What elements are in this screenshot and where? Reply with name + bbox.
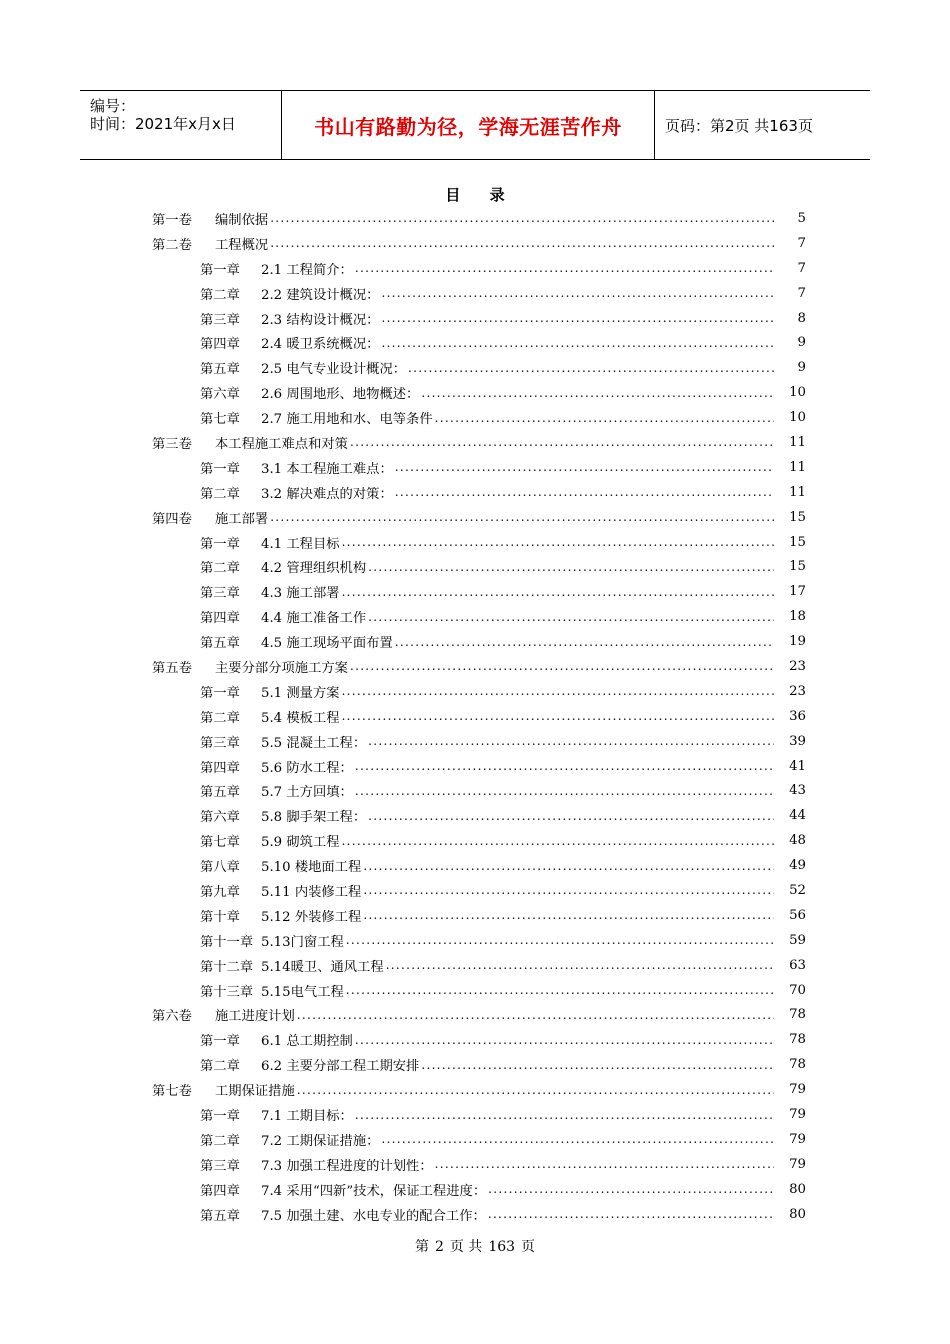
toc-entry-page: 36: [789, 708, 806, 724]
toc-entry-prefix: 第七章: [200, 835, 240, 851]
toc-entry-label: [200, 881, 361, 900]
toc-entry-label: [200, 309, 379, 328]
toc-leader-dots: [395, 485, 774, 499]
footer-middle: 页 共: [449, 1239, 483, 1255]
toc-chapter-entry[interactable]: [152, 1177, 806, 1202]
toc-entry-prefix: 第二章: [200, 486, 240, 502]
toc-entry-prefix: 第十一章: [200, 934, 254, 950]
toc-entry-prefix: 第五章: [200, 785, 240, 801]
toc-entry-text: 2.1 工程简介：: [261, 262, 353, 278]
toc-entry-label: [152, 508, 268, 527]
toc-entry-page: 11: [789, 484, 806, 500]
toc-entry-label: [200, 856, 361, 875]
toc-entry-label: [200, 1055, 419, 1074]
toc-leader-dots: [346, 933, 774, 947]
toc-chapter-entry[interactable]: [152, 704, 806, 729]
toc-leader-dots: [342, 709, 774, 723]
toc-leader-dots: [381, 311, 774, 325]
header-page-info: 页码：第2页 共163页: [665, 116, 813, 135]
toc-entry-label: [200, 682, 340, 701]
toc-leader-dots: [368, 610, 774, 624]
toc-entry-text: 5.7 土方回填：: [261, 785, 353, 801]
toc-leader-dots: [435, 411, 774, 425]
toc-entry-label: [200, 956, 384, 975]
toc-entry-text: 5.1 测量方案: [261, 685, 340, 701]
toc-entry-prefix: 第二卷: [152, 237, 192, 253]
toc-entry-prefix: 第二章: [200, 710, 240, 726]
header-meta: [80, 91, 281, 159]
toc-entry-text: 3.2 解决难点的对策：: [261, 486, 393, 502]
toc-leader-dots: [355, 1108, 774, 1122]
toc-entry-page: 79: [789, 1107, 806, 1122]
toc-entry-prefix: 第四章: [200, 611, 240, 627]
toc-entry-label: [200, 981, 344, 1000]
footer-page-number: 2: [434, 1239, 444, 1255]
toc-entry-label: [200, 906, 361, 925]
toc-entry-page: 39: [789, 733, 806, 749]
toc-entry-text: 5.15电气工程: [261, 984, 344, 1000]
toc-entry-text: 4.3 施工部署: [261, 586, 340, 602]
toc-chapter-entry[interactable]: [152, 1202, 806, 1227]
toc-chapter-entry[interactable]: [152, 878, 806, 903]
toc-entry-text: 本工程施工难点和对策: [215, 436, 348, 452]
toc-entry-text: 4.4 施工准备工作: [261, 611, 367, 627]
toc-entry-text: 4.2 管理组织机构: [261, 561, 367, 577]
toc-entry-text: 7.5 加强土建、水电专业的配合工作：: [261, 1208, 486, 1224]
toc-entry-text: 7.1 工期目标：: [261, 1109, 353, 1124]
doc-number-label: 编号：: [90, 97, 136, 115]
toc-entry-page: 80: [789, 1206, 806, 1222]
toc-entry-prefix: 第二章: [200, 1059, 240, 1075]
toc-entry-page: 19: [789, 634, 806, 650]
toc-leader-dots: [488, 1182, 774, 1196]
toc-chapter-entry[interactable]: [152, 828, 806, 853]
toc-chapter-entry[interactable]: [152, 953, 806, 978]
toc-entry-label: [200, 333, 379, 352]
toc-entry-page: 56: [789, 907, 806, 923]
toc-leader-dots: [350, 659, 774, 673]
toc-leader-dots: [381, 336, 774, 350]
toc-entry-page: 41: [789, 758, 806, 774]
toc-chapter-entry[interactable]: [152, 330, 806, 355]
toc-entry-page: 7: [797, 285, 806, 301]
toc-entry-label: [152, 209, 268, 228]
toc-entry-label: [200, 1030, 353, 1049]
toc-leader-dots: [350, 435, 774, 449]
toc-entry-prefix: 第十三章: [200, 984, 254, 1000]
toc-entry-prefix: 第二章: [200, 287, 240, 303]
footer-suffix: 页: [521, 1239, 536, 1255]
toc-leader-dots: [355, 1033, 774, 1047]
toc-entry-label: [152, 433, 348, 452]
toc-entry-prefix: 第一章: [200, 536, 240, 552]
toc-entry-label: [152, 1080, 295, 1099]
footer-total-pages: 163: [488, 1239, 516, 1255]
toc-entry-text: 5.4 模板工程: [261, 710, 340, 726]
toc-entry-prefix: 第一章: [200, 461, 240, 477]
toc-entry-text: 5.6 防水工程：: [261, 760, 353, 776]
toc-entry-text: 7.4 采用“四新”技术，保证工程进度：: [261, 1183, 487, 1199]
toc-entry-prefix: 第二章: [200, 561, 240, 577]
toc-leader-dots: [386, 958, 774, 972]
toc-entry-page: 79: [789, 1082, 806, 1098]
toc-entry-text: 施工进度计划: [215, 1009, 295, 1025]
toc-entry-prefix: 第六章: [200, 810, 240, 826]
toc-chapter-entry[interactable]: [152, 978, 806, 1003]
toc-entry-prefix: 第三章: [200, 312, 240, 328]
toc-entry-text: 7.3 加强工程进度的计划性：: [261, 1158, 433, 1174]
toc-entry-page: 43: [789, 783, 806, 799]
toc-entry-page: 80: [789, 1181, 806, 1197]
toc-entry-prefix: 第三章: [200, 735, 240, 751]
toc-chapter-entry[interactable]: [152, 754, 806, 779]
toc-entry-label: [152, 657, 348, 676]
toc-leader-dots: [342, 684, 774, 698]
toc-leader-dots: [342, 585, 774, 599]
toc-entry-text: 5.10 楼地面工程: [261, 860, 362, 876]
toc-leader-dots: [355, 759, 774, 773]
toc-entry-text: 工期保证措施: [215, 1084, 295, 1100]
toc-entry-label: [152, 234, 268, 253]
toc-entry-text: 2.2 建筑设计概况：: [261, 287, 380, 303]
toc-entry-text: 4.5 施工现场平面布置: [261, 636, 393, 652]
toc-volume-entry[interactable]: [152, 231, 806, 256]
toc-entry-prefix: 第五章: [200, 1208, 240, 1224]
toc-leader-dots: [368, 734, 774, 748]
toc-leader-dots: [270, 236, 774, 250]
toc-leader-dots: [488, 1207, 774, 1221]
toc-title: 目 录: [445, 186, 517, 204]
toc-entry-text: 工程概况: [215, 237, 269, 253]
toc-entry-label: [200, 757, 353, 776]
toc-entry-page: 7: [797, 260, 806, 276]
toc-chapter-entry[interactable]: [152, 853, 806, 878]
toc-entry-page: 11: [789, 434, 806, 450]
toc-entry-prefix: 第五章: [200, 636, 240, 652]
toc-entry-page: 49: [789, 858, 806, 874]
toc-entry-label: [200, 533, 340, 552]
toc-entry-label: [200, 707, 340, 726]
toc-chapter-entry[interactable]: [152, 455, 806, 480]
toc-entry-label: [200, 259, 353, 278]
doc-date: 时间：2021年x月x日: [90, 115, 236, 133]
toc-entry-page: 78: [789, 1057, 806, 1073]
toc-entry-prefix: 第三章: [200, 586, 240, 602]
page-footer: [0, 1236, 950, 1256]
toc-entry-label: [200, 1205, 486, 1224]
toc-chapter-entry[interactable]: [152, 803, 806, 828]
toc-entry-text: 2.3 结构设计概况：: [261, 312, 380, 328]
toc-entry-text: 主要分部分项施工方案: [215, 660, 348, 676]
toc-leader-dots: [342, 535, 774, 549]
toc-chapter-entry[interactable]: [152, 778, 806, 803]
toc-entry-text: 5.8 脚手架工程：: [261, 810, 367, 826]
toc-entry-page: 48: [789, 833, 806, 849]
toc-chapter-entry[interactable]: [152, 604, 806, 629]
toc-entry-page: 18: [789, 609, 806, 625]
toc-entry-page: 9: [797, 335, 806, 351]
toc-leader-dots: [363, 883, 774, 897]
toc-entry-prefix: 第十二章: [200, 959, 254, 975]
toc-entry-label: [152, 1005, 295, 1024]
toc-entry-prefix: 第九章: [200, 884, 240, 900]
toc-entry-label: [200, 408, 433, 427]
toc-entry-label: [200, 781, 353, 800]
toc-chapter-entry[interactable]: [152, 928, 806, 953]
toc-entry-label: [200, 732, 366, 751]
toc-leader-dots: [395, 460, 774, 474]
toc-leader-dots: [421, 386, 774, 400]
toc-entry-page: 78: [789, 1007, 806, 1023]
table-of-contents: [152, 206, 806, 1227]
toc-entry-label: [200, 458, 393, 477]
toc-entry-prefix: 第十章: [200, 909, 240, 925]
toc-chapter-entry[interactable]: [152, 679, 806, 704]
toc-entry-text: 5.5 混凝土工程：: [261, 735, 367, 751]
toc-entry-label: [200, 557, 366, 576]
toc-entry-page: 23: [789, 658, 806, 674]
toc-chapter-entry[interactable]: [152, 579, 806, 604]
header-motto-cell: [281, 91, 655, 159]
toc-entry-page: 10: [789, 385, 806, 401]
toc-entry-text: 5.9 砌筑工程: [261, 835, 340, 851]
toc-entry-prefix: 第一章: [200, 1034, 240, 1050]
toc-chapter-entry[interactable]: [152, 1102, 806, 1127]
toc-volume-entry[interactable]: [152, 505, 806, 530]
toc-entry-page: 78: [789, 1032, 806, 1048]
toc-entry-page: 15: [789, 559, 806, 575]
toc-leader-dots: [421, 1058, 774, 1072]
toc-entry-label: [200, 607, 366, 626]
toc-entry-page: 15: [789, 509, 806, 525]
toc-entry-text: 2.7 施工用地和水、电等条件: [261, 412, 433, 428]
toc-entry-label: [200, 582, 340, 601]
toc-entry-page: 44: [789, 808, 806, 824]
toc-entry-text: 2.4 暖卫系统概况：: [261, 337, 380, 353]
toc-volume-entry[interactable]: [152, 654, 806, 679]
toc-entry-page: 11: [789, 459, 806, 475]
toc-entry-text: 5.13门窗工程: [261, 934, 344, 950]
toc-entry-page: 5: [797, 210, 806, 226]
toc-chapter-entry[interactable]: [152, 1027, 806, 1052]
toc-entry-prefix: 第三卷: [152, 436, 192, 452]
toc-entry-page: 9: [797, 360, 806, 376]
toc-entry-prefix: 第五卷: [152, 660, 192, 676]
toc-entry-page: 23: [789, 683, 806, 699]
toc-entry-page: 10: [789, 410, 806, 426]
toc-entry-prefix: 第四章: [200, 337, 240, 353]
toc-chapter-entry[interactable]: [152, 306, 806, 331]
toc-leader-dots: [435, 1157, 774, 1171]
toc-chapter-entry[interactable]: [152, 629, 806, 654]
toc-leader-dots: [346, 983, 774, 997]
toc-entry-label: [200, 931, 344, 950]
toc-entry-page: 52: [789, 882, 806, 898]
toc-chapter-entry[interactable]: [152, 256, 806, 281]
toc-volume-entry[interactable]: [152, 206, 806, 231]
toc-entry-label: [200, 1130, 379, 1149]
toc-entry-prefix: 第六卷: [152, 1009, 192, 1025]
toc-entry-prefix: 第四章: [200, 1183, 240, 1199]
toc-entry-prefix: 第三章: [200, 1158, 240, 1174]
toc-chapter-entry[interactable]: [152, 380, 806, 405]
toc-entry-page: 79: [789, 1131, 806, 1147]
toc-entry-prefix: 第一章: [200, 262, 240, 278]
toc-leader-dots: [381, 1132, 774, 1146]
toc-entry-page: 8: [797, 310, 806, 326]
toc-entry-prefix: 第七卷: [152, 1084, 192, 1100]
toc-leader-dots: [342, 834, 774, 848]
toc-entry-text: 5.12 外装修工程: [261, 909, 362, 925]
toc-entry-text: 6.1 总工期控制: [261, 1034, 353, 1050]
toc-chapter-entry[interactable]: [152, 903, 806, 928]
toc-volume-entry[interactable]: [152, 1077, 806, 1102]
toc-leader-dots: [297, 1083, 774, 1097]
toc-leader-dots: [368, 560, 774, 574]
toc-entry-label: [200, 1180, 486, 1199]
toc-entry-page: 63: [789, 957, 806, 973]
header-motto: 书山有路勤为径，学海无涯苦作舟: [314, 114, 622, 139]
toc-chapter-entry[interactable]: [152, 1152, 806, 1177]
toc-entry-label: [200, 383, 419, 402]
toc-volume-entry[interactable]: [152, 1003, 806, 1028]
toc-entry-label: [200, 483, 393, 502]
toc-entry-text: 5.14暖卫、通风工程: [261, 959, 384, 975]
toc-entry-text: 3.1 本工程施工难点：: [261, 461, 393, 477]
toc-chapter-entry[interactable]: [152, 554, 806, 579]
toc-entry-prefix: 第八章: [200, 860, 240, 876]
toc-entry-label: [200, 1105, 353, 1124]
toc-leader-dots: [355, 261, 774, 275]
toc-leader-dots: [297, 1008, 774, 1022]
toc-entry-label: [200, 1155, 433, 1174]
toc-entry-text: 编制依据: [215, 212, 269, 228]
toc-entry-text: 2.5 电气专业设计概况：: [261, 362, 407, 378]
toc-leader-dots: [408, 361, 774, 375]
toc-entry-page: 70: [789, 982, 806, 998]
toc-entry-text: 5.11 内装修工程: [261, 884, 362, 900]
toc-entry-text: 6.2 主要分部工程工期安排: [261, 1059, 420, 1075]
toc-entry-prefix: 第五章: [200, 362, 240, 378]
toc-entry-label: [200, 806, 366, 825]
toc-entry-prefix: 第四章: [200, 760, 240, 776]
toc-entry-page: 59: [789, 932, 806, 948]
toc-entry-page: 17: [789, 584, 806, 600]
toc-chapter-entry[interactable]: [152, 480, 806, 505]
toc-chapter-entry[interactable]: [152, 405, 806, 430]
toc-leader-dots: [395, 635, 774, 649]
footer-prefix: 第: [414, 1239, 429, 1255]
toc-leader-dots: [368, 809, 774, 823]
toc-entry-prefix: 第七章: [200, 412, 240, 428]
toc-entry-label: [200, 632, 393, 651]
toc-entry-text: 2.6 周围地形、地物概述：: [261, 387, 420, 403]
toc-entry-prefix: 第一章: [200, 685, 240, 701]
page-header: [80, 90, 870, 160]
toc-entry-page: 15: [789, 534, 806, 550]
toc-entry-page: 7: [797, 235, 806, 251]
toc-chapter-entry[interactable]: [152, 1052, 806, 1077]
toc-leader-dots: [381, 286, 774, 300]
toc-entry-text: 4.1 工程目标: [261, 536, 340, 552]
toc-chapter-entry[interactable]: [152, 530, 806, 555]
toc-leader-dots: [355, 784, 774, 798]
toc-chapter-entry[interactable]: [152, 281, 806, 306]
toc-entry-prefix: 第二章: [200, 1133, 240, 1149]
toc-entry-label: [200, 284, 379, 303]
toc-chapter-entry[interactable]: [152, 729, 806, 754]
toc-entry-page: 79: [789, 1156, 806, 1172]
toc-entry-label: [200, 358, 406, 377]
toc-entry-label: [200, 831, 340, 850]
toc-leader-dots: [270, 211, 774, 225]
toc-entry-text: 施工部署: [215, 511, 269, 527]
toc-entry-prefix: 第一卷: [152, 212, 192, 228]
toc-entry-prefix: 第六章: [200, 387, 240, 403]
toc-chapter-entry[interactable]: [152, 1127, 806, 1152]
toc-chapter-entry[interactable]: [152, 355, 806, 380]
toc-entry-prefix: 第四卷: [152, 511, 192, 527]
toc-leader-dots: [363, 908, 774, 922]
toc-volume-entry[interactable]: [152, 430, 806, 455]
toc-entry-text: 7.2 工期保证措施：: [261, 1133, 380, 1149]
toc-leader-dots: [363, 859, 774, 873]
toc-entry-prefix: 第一章: [200, 1109, 240, 1124]
toc-leader-dots: [270, 510, 774, 524]
